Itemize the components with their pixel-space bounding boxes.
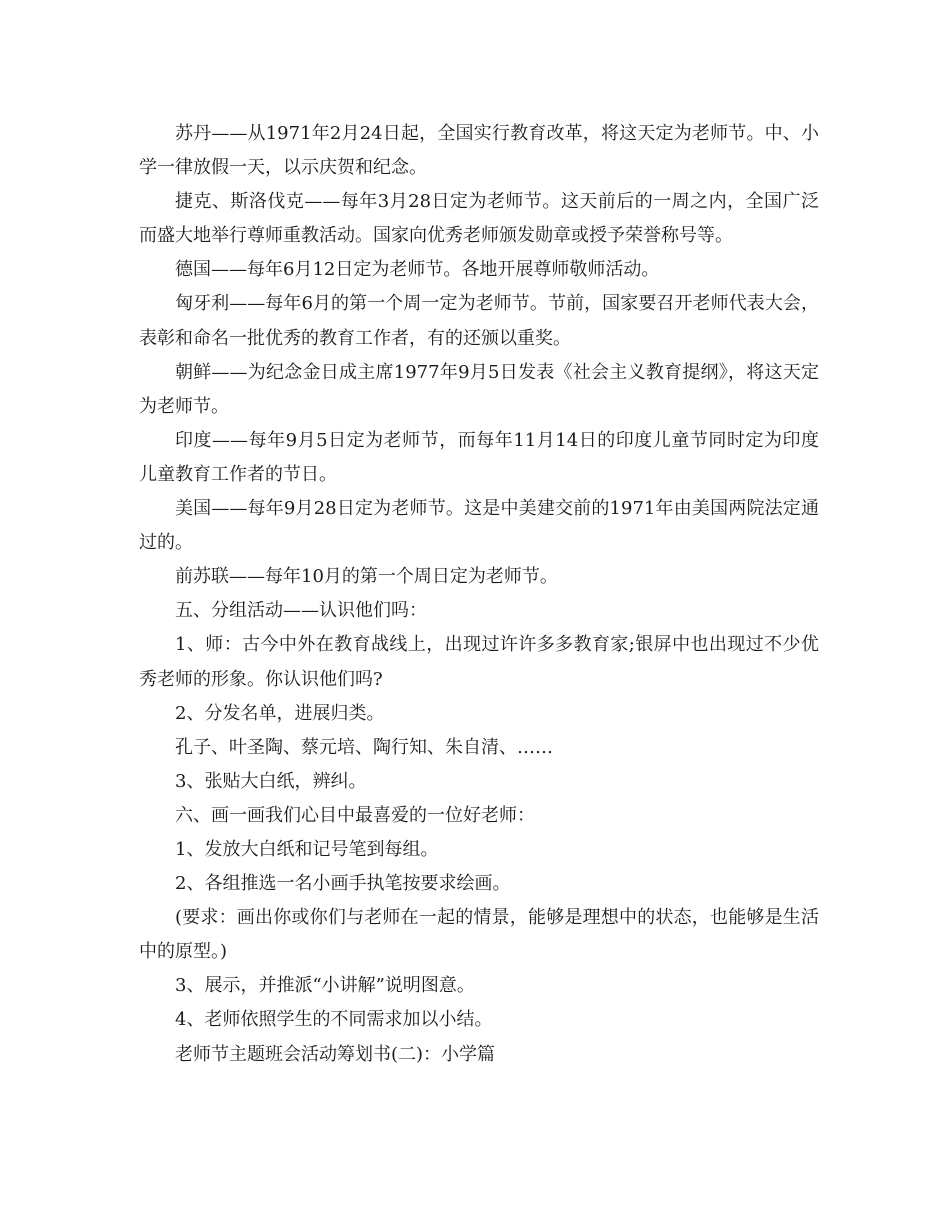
list-item-post-paper: 3、张贴大白纸，辨纠。 bbox=[175, 770, 367, 792]
paragraph-drawing-requirements: (要求：画出你或你们与老师在一起的情景，能够是理想中的状态，也能够是生活中的原型。) bbox=[139, 907, 819, 963]
paragraph-educator-names: 孔子、叶圣陶、蔡元培、陶行知、朱自清、…… bbox=[175, 736, 553, 758]
section-heading-plan-two: 老师节主题班会活动筹划书(二)：小学篇 bbox=[175, 1043, 496, 1065]
paragraph-india: 印度——每年9月5日定为老师节，而每年11月14日的印度儿童节同时定为印度儿童教育工作者的节日。 bbox=[139, 429, 819, 485]
paragraph-north-korea: 朝鲜——为纪念金日成主席1977年9月5日发表《社会主义教育提纲》，将这天定为老师节。 bbox=[139, 361, 819, 417]
section-heading-group-activity: 五、分组活动——认识他们吗： bbox=[175, 600, 427, 622]
list-item-display: 3、展示，并推派“小讲解”说明图意。 bbox=[175, 975, 475, 997]
list-item-select-artist: 2、各组推选一名小画手执笔按要求绘画。 bbox=[175, 873, 511, 895]
list-item-hand-out-paper: 1、发放大白纸和记号笔到每组。 bbox=[175, 838, 439, 860]
paragraph-czech-slovakia: 捷克、斯洛伐克——每年3月28日定为老师节。这天前后的一周之内，全国广泛而盛大地举行尊师重教活动。国家向优秀老师颁发勋章或授予荣誉称号等。 bbox=[139, 191, 819, 247]
list-item-distribute-list: 2、分发名单，进展归类。 bbox=[175, 702, 385, 724]
document-body bbox=[139, 117, 819, 1072]
list-item-teacher-intro: 1、师：古今中外在教育战线上，出现过许许多多教育家;银屏中也出现过不少优秀老师的形象。你认识他们吗? bbox=[139, 634, 819, 690]
list-item-summary: 4、老师依照学生的不同需求加以小结。 bbox=[175, 1009, 493, 1031]
section-heading-draw-teacher: 六、画一画我们心目中最喜爱的一位好老师： bbox=[175, 804, 535, 826]
paragraph-germany: 德国——每年6月12日定为老师节。各地开展尊师敬师活动。 bbox=[175, 259, 660, 281]
paragraph-usa: 美国——每年9月28日定为老师节。这是中美建交前的1971年由美国两院法定通过的。 bbox=[139, 498, 819, 554]
paragraph-soviet-union: 前苏联——每年10月的第一个周日定为老师节。 bbox=[175, 566, 558, 588]
paragraph-sudan: 苏丹——从1971年2月24日起，全国实行教育改革，将这天定为老师节。中、小学一律放假一天，以示庆贺和纪念。 bbox=[139, 123, 819, 179]
paragraph-hungary: 匈牙利——每年6月的第一个周一定为老师节。节前，国家要召开老师代表大会，表彰和命名一批优秀的教育工作者，有的还颁以重奖。 bbox=[139, 293, 819, 349]
